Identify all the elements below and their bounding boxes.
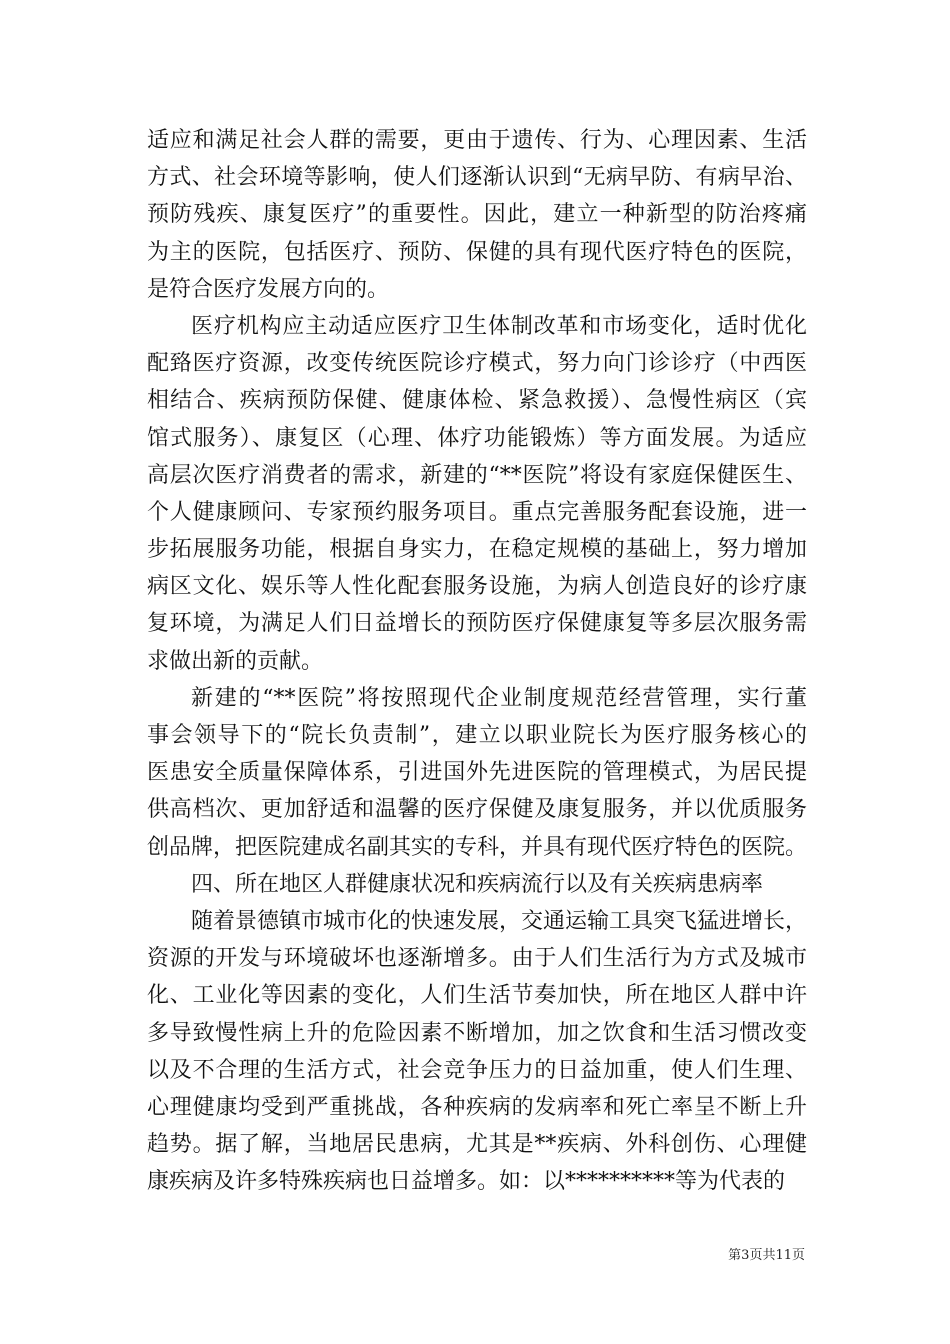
text-line: 以及不合理的生活方式，社会竞争压力的日益加重，使人们生理、: [147, 1057, 807, 1083]
text-line: 预防残疾、康复医疗”的重要性。因此，建立一种新型的防治疼痛: [147, 202, 807, 228]
text-line: 是符合医疗发展方向的。: [147, 276, 390, 302]
paragraph: [147, 680, 807, 866]
text-line: 适应和满足社会人群的需要，更由于遗传、行为、心理因素、生活: [147, 128, 807, 153]
text-line: 配臵医疗资源，改变传统医院诊疗模式，努力向门诊诊疗（中西医: [147, 351, 807, 377]
document-body: [147, 122, 807, 1200]
text-line: 为主的医院，包括医疗、预防、保健的具有现代医疗特色的医院，: [147, 239, 807, 265]
page-number-footer: 第3页共11页: [728, 1248, 805, 1263]
text-line: 复环境，为满足人们日益增长的预防医疗保健康复等多层次服务需: [147, 611, 807, 637]
text-line: 高层次医疗消费者的需求，新建的“**医院”将设有家庭保健医生、: [147, 462, 807, 488]
text-line: 化、工业化等因素的变化，人们生活节奏加快，所在地区人群中许: [147, 983, 807, 1009]
text-line: 供高档次、更加舒适和温馨的医疗保健及康复服务，并以优质服务: [147, 797, 807, 823]
text-line: 方式、社会环境等影响，使人们逐渐认识到“无病早防、有病早治、: [147, 165, 807, 191]
paragraph: [147, 866, 807, 903]
text-line: 相结合、疾病预防保健、健康体检、紧急救援）、急慢性病区（宾: [147, 388, 807, 414]
text-line: 医患安全质量保障体系，引进国外先进医院的管理模式，为居民提: [147, 760, 807, 786]
text-line: 病区文化、娱乐等人性化配套服务设施，为病人创造良好的诊疗康: [147, 574, 807, 600]
paragraph: [147, 308, 807, 680]
text-line: 医疗机构应主动适应医疗卫生体制改革和市场变化，适时优化: [191, 313, 807, 339]
paragraph: [147, 122, 807, 308]
text-line: 四、所在地区人群健康状况和疾病流行以及有关疾病患病率: [191, 871, 764, 897]
text-line: 趋势。据了解，当地居民患病，尤其是**疾病、外科创伤、心理健: [147, 1132, 807, 1158]
paragraph: [147, 903, 807, 1201]
text-line: 多导致慢性病上升的危险因素不断增加，加之饮食和生活习惯改变: [147, 1020, 807, 1046]
text-line: 求做出新的贡献。: [147, 648, 324, 674]
text-line: 创品牌，把医院建成名副其实的专科，并具有现代医疗特色的医院。: [147, 834, 808, 860]
text-line: 新建的“**医院”将按照现代企业制度规范经营管理，实行董: [191, 685, 807, 711]
text-line: 个人健康顾问、专家预约服务项目。重点完善服务配套设施，进一: [147, 499, 807, 525]
text-line: 资源的开发与环境破坏也逐渐增多。由于人们生活行为方式及城市: [147, 946, 807, 972]
text-line: 事会领导下的“院长负责制”，建立以职业院长为医疗服务核心的: [147, 723, 807, 748]
text-line: 随着景德镇市城市化的快速发展，交通运输工具突飞猛进增长，: [191, 908, 808, 934]
text-line: 康疾病及许多特殊疾病也日益增多。如：以**********等为代表的: [147, 1169, 786, 1195]
text-line: 心理健康均受到严重挑战，各种疾病的发病率和死亡率呈不断上升: [147, 1094, 807, 1120]
text-line: 馆式服务）、康复区（心理、体疗功能锻炼）等方面发展。为适应: [147, 425, 807, 451]
text-line: 步拓展服务功能，根据自身实力，在稳定规模的基础上，努力增加: [147, 537, 807, 563]
